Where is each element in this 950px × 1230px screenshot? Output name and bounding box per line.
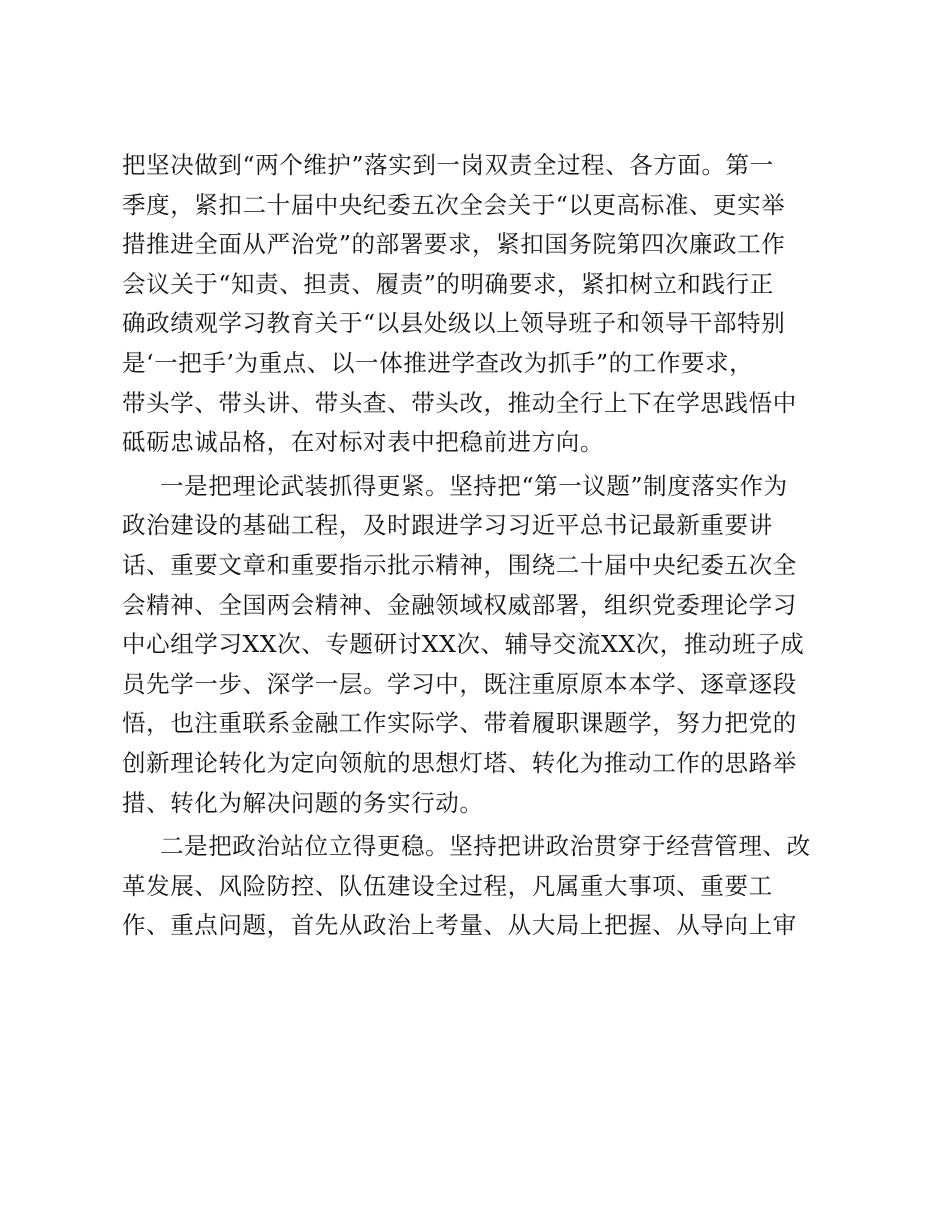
text-line: 砥砺忠诚品格，在对标对表中把稳前进方向。 bbox=[122, 428, 604, 457]
paragraph-2 bbox=[122, 467, 832, 823]
text-line: 是‘一把手’为重点、以一体推进学查改为抓手”的工作要求， bbox=[122, 348, 754, 377]
text-line: 创新理论转化为定向领航的思想灯塔、转化为推动工作的思路举 bbox=[122, 748, 797, 777]
paragraph-1 bbox=[122, 146, 832, 463]
text-line: 员先学一步、深学一层。学习中，既注重原原本本学、逐章逐段 bbox=[122, 669, 797, 698]
text-line: 会精神、全国两会精神、金融领域权威部署，组织党委理论学习 bbox=[122, 590, 797, 619]
paragraph-3 bbox=[122, 827, 832, 946]
text-line: 悟，也注重联系金融工作实际学、带着履职课题学，努力把党的 bbox=[122, 709, 797, 738]
text-line: 带头学、带头讲、带头查、带头改，推动全行上下在学思践悟中 bbox=[122, 388, 797, 417]
text-line: 措、转化为解决问题的务实行动。 bbox=[122, 788, 484, 817]
text-line: 革发展、风险防控、队伍建设全过程，凡属重大事项、重要工 bbox=[122, 871, 773, 900]
text-line: 季度，紧扣二十届中央纪委五次全会关于“以更高标准、更实举 bbox=[122, 190, 786, 219]
text-line: 政治建设的基础工程，及时跟进学习习近平总书记最新重要讲 bbox=[122, 511, 773, 540]
text-line: 话、重要文章和重要指示批示精神，围绕二十届中央纪委五次全 bbox=[122, 550, 797, 579]
text-line: 作、重点问题，首先从政治上考量、从大局上把握、从导向上审 bbox=[122, 911, 797, 940]
text-line: 中心组学习XX次、专题研讨XX次、辅导交流XX次，推动班子成 bbox=[122, 630, 805, 659]
text-line: 确政绩观学习教育关于“以县处级以上领导班子和领导干部特别 bbox=[122, 309, 786, 338]
text-line: 一是把理论武装抓得更紧。坚持把“第一议题”制度落实作为 bbox=[160, 471, 788, 500]
document-body bbox=[122, 146, 832, 946]
text-line: 会议关于“知责、担责、履责”的明确要求，紧扣树立和践行正 bbox=[122, 269, 774, 298]
text-line: 把坚决做到“两个维护”落实到一岗双责全过程、各方面。第一 bbox=[122, 151, 774, 179]
text-line: 措推进全面从严治党”的部署要求，紧扣国务院第四次廉政工作 bbox=[122, 230, 786, 259]
text-line: 二是把政治站位立得更稳。坚持把讲政治贯穿于经营管理、改 bbox=[160, 832, 811, 861]
